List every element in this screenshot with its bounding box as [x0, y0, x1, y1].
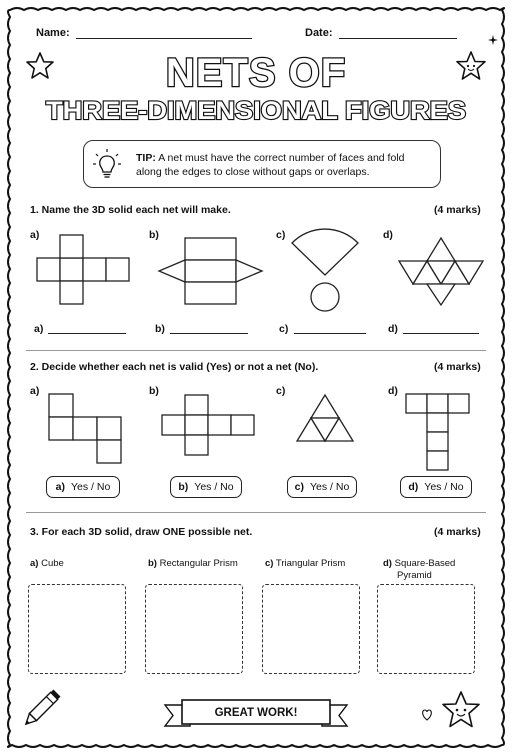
q2-c-label: c)	[276, 385, 286, 397]
section-1-heading: 1. Name the 3D solid each net will make.	[30, 204, 231, 216]
q2-a-label: a)	[30, 385, 40, 397]
net-c-figure	[297, 395, 353, 441]
smiley-star-icon	[457, 52, 485, 79]
tip-label: TIP:	[136, 152, 156, 164]
net-triangular-prism-figure	[159, 238, 262, 304]
net-cube-figure	[37, 235, 129, 304]
q3-a-drawing-area[interactable]	[28, 584, 126, 674]
q2-c-choice-text: Yes / No	[310, 481, 350, 493]
footer-decor	[0, 680, 512, 755]
q3-c-drawing-area[interactable]	[262, 584, 360, 674]
q2-b-choice-label: b)	[178, 481, 189, 493]
q1-c-answer-field[interactable]	[294, 333, 366, 334]
q1-b-label: b)	[149, 229, 159, 241]
date-label: Date:	[305, 27, 333, 39]
q2-c-choice-label: c)	[294, 481, 305, 493]
q2-d-label: d)	[388, 385, 398, 397]
q3-b-label: b) Rectangular Prism	[148, 558, 238, 569]
q2-b-choice-text: Yes / No	[194, 481, 234, 493]
q1-d-label: d)	[383, 229, 393, 241]
section-3-marks: (4 marks)	[434, 526, 481, 538]
q3-a-label: a) Cube	[30, 558, 64, 569]
q1-c-label: c)	[276, 229, 286, 241]
sparkle-icon	[488, 35, 498, 45]
section-1-nets	[0, 225, 512, 325]
net-cone-figure	[292, 229, 358, 311]
pencil-icon	[22, 689, 60, 727]
q2-d-choice-label: d)	[408, 481, 419, 493]
q2-a-choice[interactable]	[46, 476, 120, 498]
q1-b-answer-label: b)	[155, 323, 165, 335]
q3-d-drawing-area[interactable]	[377, 584, 475, 674]
tip-text-2: along the edges to close without gaps or overlaps.	[136, 166, 370, 178]
heart-icon	[423, 710, 432, 720]
section-2-heading: 2. Decide whether each net is valid (Yes) or not a net (No).	[30, 361, 319, 373]
q1-a-label: a)	[30, 229, 40, 241]
section-1-marks: (4 marks)	[434, 204, 481, 216]
net-a-figure	[49, 394, 121, 463]
q2-b-choice[interactable]	[170, 476, 242, 498]
net-d-figure	[406, 394, 469, 470]
q1-d-answer-label: d)	[388, 323, 398, 335]
q1-d-answer-field[interactable]	[403, 333, 479, 334]
tip-text-1: A net must have the correct number of faces and fold	[158, 152, 405, 164]
q1-b-answer-field[interactable]	[170, 333, 248, 334]
q2-a-choice-text: Yes / No	[71, 481, 111, 493]
great-work-text: GREAT WORK!	[214, 707, 298, 719]
q3-d-label: d) Square-Based	[383, 558, 456, 569]
section-2-nets	[0, 385, 512, 475]
q2-b-label: b)	[149, 385, 159, 397]
q2-d-choice[interactable]	[400, 476, 472, 498]
q3-b-drawing-area[interactable]	[145, 584, 243, 674]
smiley-star-icon	[443, 692, 479, 727]
title-line-1: NETS OF	[165, 51, 347, 95]
net-b-figure	[162, 395, 254, 455]
q2-d-choice-text: Yes / No	[424, 481, 464, 493]
q1-a-answer-label: a)	[34, 323, 44, 335]
tip-box	[83, 140, 441, 188]
title-line-2: THREE-DIMENSIONAL FIGURES	[46, 97, 467, 125]
divider	[26, 512, 486, 513]
q1-a-answer-field[interactable]	[48, 333, 126, 334]
q1-c-answer-label: c)	[279, 323, 289, 335]
worksheet-title	[0, 0, 512, 140]
q2-a-choice-label: a)	[55, 481, 66, 493]
star-icon	[27, 53, 53, 78]
section-2-marks: (4 marks)	[434, 361, 481, 373]
section-3-heading: 3. For each 3D solid, draw ONE possible net.	[30, 526, 253, 538]
lightbulb-icon	[92, 148, 122, 182]
net-triangles-figure	[399, 238, 483, 305]
divider	[26, 350, 486, 351]
q3-c-label: c) Triangular Prism	[265, 558, 346, 569]
q2-c-choice[interactable]	[287, 476, 357, 498]
name-label: Name:	[36, 27, 70, 39]
q3-d-label-line-2: Pyramid	[397, 570, 432, 581]
